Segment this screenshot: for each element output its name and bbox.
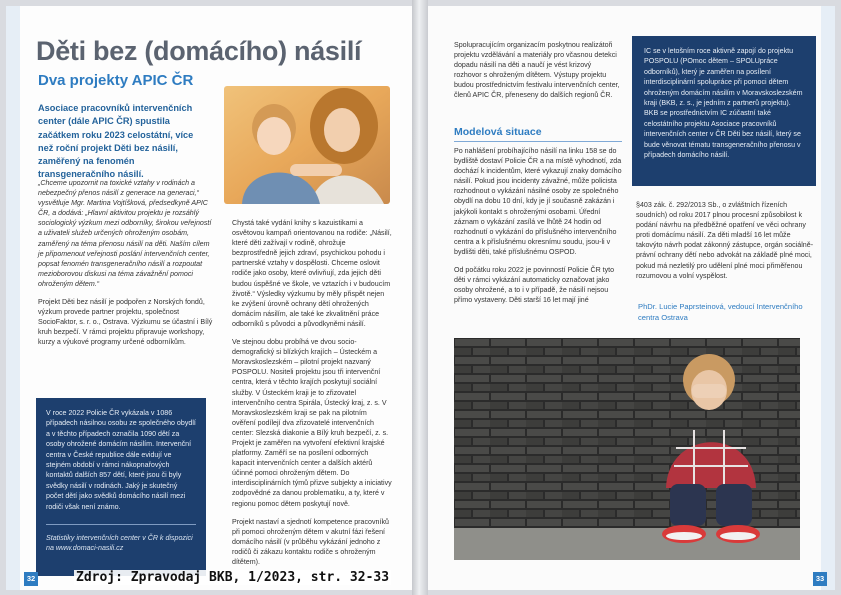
paragraph: Chystá také vydání knihy s kazuistikami a osvětovou kampaň orientovanou na rodiče: „Násilí, které děti zažívají v rodině, ohrožuje bezprostředně jejich zdraví, psychickou pohodu i partnerské vztahy v dospělosti. Chceme oslovit rodiče jako osoby, které ovlivňují, zda jejich děti budou úspěšné ve škole, ve vztazích i v budoucím životě.“ Výsledky výzkumu by měly přispět nejen ke zvýšení úrovně ochrany dětí ohrožených domácím násilím, ale také ke zkvalitnění práce odborníků s původci a původkyněmi násilí. [232, 219, 392, 328]
right-page [424, 6, 835, 590]
page-number-right: 33 [813, 572, 827, 586]
statistics-text: V roce 2022 Policie ČR vykázala v 1086 případech násilnou osobu ze společného obydlí a v těchto případech označila 1090 dětí za osoby ohrožené domácím násilím. Intervenční centra v České republice dále evidují ve stejném období v rámci nákopnařových kontaktů dalších 857 dětí, které jsou či byly svědky násilí v rodinách. Jaký je skutečný počet dětí jako svědků domácího násilí mezi rodiči však není známo. [46, 409, 196, 511]
section-heading: Modelová situace [454, 126, 542, 138]
article-subtitle: Dva projekty APIC ČR [38, 72, 194, 89]
project-info-box [632, 36, 816, 186]
source-caption: Zdroj: Zpravodaj BKB, 1/2023, str. 32-33 [76, 570, 390, 585]
article-title: Děti bez (domácího) násilí [36, 36, 362, 66]
page-number-left: 32 [24, 572, 38, 586]
paragraph: Projekt nastaví a sjednotí kompetence pracovníků při pomoci ohroženým dětem v akutní fázi řešení domácího násilí (v průběhu vykázání jednoho z rodičů či zákazu kontaktu rodiče s ohroženým dítětem). [232, 517, 389, 566]
statistics-box [36, 398, 206, 576]
paragraph: Po nahlášení probíhajícího násilí na linku 158 se do bydliště dostaví Policie ČR a na místě vyhodnotí, zda dochází k incidentům, které vykazují znaky domácího násilí. Pokud jsou incidenty závažné, může policista rozhodnout o vykázání násilné osoby ze společného obydlí na dobu 10 dní, kdy je jí současně zakázán i jakýkoli kontakt s ohroženými osobami. Úřední záznam o vykázání zasílá ve lhůtě 24 hodin od rozhodnutí o vykázání do příslušného intervenčního centra a k příslušnému okresnímu soudu, jsou-li v bydlišti děti, také příslušnému OSPOD. [454, 147, 622, 256]
spread-gutter [412, 0, 428, 595]
right-column-1 [454, 146, 622, 313]
paragraph: „Chceme upozornit na toxické vztahy v rodinách a nebezpečný přenos násilí z generace na generaci,“ vysvětluje Mgr. Martina Vojtíšková, předsedkyně APIC ČR, a dodává: „Hlavní aktivitou projektu je rozsáhlý sociologický výzkum mezi odborníky, širokou veřejností a uživateli služeb určených ohroženým osobám, zaměřený na téma přenosu násilí na děti. Naším cílem je připomenout veřejnosti poslání intervenčních center, popsat fenomén transgeneračního násilí a rozpoutat mezioborovou diskusi na téma závažnění pomoci ohroženým dětem.“ [38, 179, 212, 288]
author-signature: PhDr. Lucie Paprsteinová, vedoucí Intervenčního centra Ostrava [638, 302, 803, 322]
project-info-text: IC se v letošním roce aktivně zapojí do projektu POSPOLU (POmoc dětem – SPOLUpráce odborníků), který je zaměřen na posílení interdisciplinární spolupráce při pomoci dětem ohroženým domácím násilím v Moravskoslezském kraji (BKB, z. s., je jedním z partnerů projektu). BKB se prostřednictvím IC zúčastní také celostátního projektu Asociace pracovníků intervenčních center v ČR Děti bez násilí, který se bude věnovat tématu transgeneračního přenosu v případech domácího násilí. [644, 47, 803, 160]
left-page [6, 6, 416, 590]
left-column-2 [232, 218, 392, 575]
right-page-margin-strip [821, 6, 835, 590]
right-column-1-top [454, 40, 620, 109]
article-lead: Asociace pracovníků intervenčních center (dále APIC ČR) spustila začátkem roku 2023 celostátní, více než roční projekt Děti bez násilí, zaměřený na fenomén transgeneračního násilí. [38, 103, 194, 180]
paragraph: §403 zák. č. 292/2013 Sb., o zvláštních řízeních soudních) od roku 2017 plnou procesní způsobilost k podání návrhu na předběžné opatření ve věci ochrany proti domácímu násilí. Za děti mladší 16 let může takovýto návrh podat zákonný zástupce, orgán sociálně-právní ochrany dětí nebo advokát na základě plné moci, pokud má nezletilý pro udělení plné moci přiměřenou rozumovou a volní vyspělost. [636, 201, 814, 280]
statistics-source: Statistiky intervenčních center v ČR k dispozici na www.domaci-nasili.cz [46, 524, 196, 554]
right-column-2 [636, 200, 814, 289]
paragraph: Spolupracujícím organizacím poskytnou realizátoři projektu vzdělávání a materiály pro včasnou detekci dopadu násilí na děti a naučí je vést krizový rozhovor s ohroženým dítětem. Výstupy projektu budou prostřednictvím festivalu intervenčních center, členů APIC ČR, přeneseny do dalších regionů ČR. [454, 41, 620, 100]
paragraph: Projekt Děti bez násilí je podpořen z Norských fondů, výzkum provede partner projektu, společnost SocioFaktor, s. r. o., Ostrava. Výzkumu se účastní i Bílý kruh bezpečí. V rámci projektu připravuje workshopy, kurzy a výukové programy určené odborníkům. [38, 298, 213, 347]
left-column-1 [38, 178, 214, 356]
paragraph: Od počátku roku 2022 je povinností Policie ČR tyto děti v rámci vykázání automaticky označovat jako osoby ohrožené, a to i v případě, že násilí nejsou přímo vystaveny. Děti starší 16 let mají jiné [454, 266, 615, 305]
section-divider [454, 141, 622, 142]
photo-mother-and-child [224, 86, 390, 204]
left-page-margin-strip [6, 6, 20, 590]
paragraph: Ve stejnou dobu probíhá ve dvou socio-demografický si blízkých krajích – Ústeckém a Moravskoslezském – pilotní projekt nazvaný POSPOLU. Nositeli projektu jsou tři intervenční centra, která v těchto krajích poskytují sociální služby. V Ústeckém kraji je to zřizovatel intervenčního centra Spirála, Ústecký kraj, z. s. V Moravskoslezském kraji se pak na pilotním ověření podílejí dva zřizovatelé intervenčních center: Slezská diakonie a Bílý kruh bezpečí, z. s. Projekt je zaměřen na vytvoření efektivní krajské platformy. Zaměří se na posílení odborných kapacit intervenčních center a dalších aktérů účinné pomoci ohroženým dětem. Do interdisciplinárních týmů přizve subjekty a iniciativy zodpovědné za danou problematiku, a ty, které v regionu pomoc dětem poskytují nově. [232, 338, 392, 508]
photo-child-covering-eyes [454, 338, 800, 560]
